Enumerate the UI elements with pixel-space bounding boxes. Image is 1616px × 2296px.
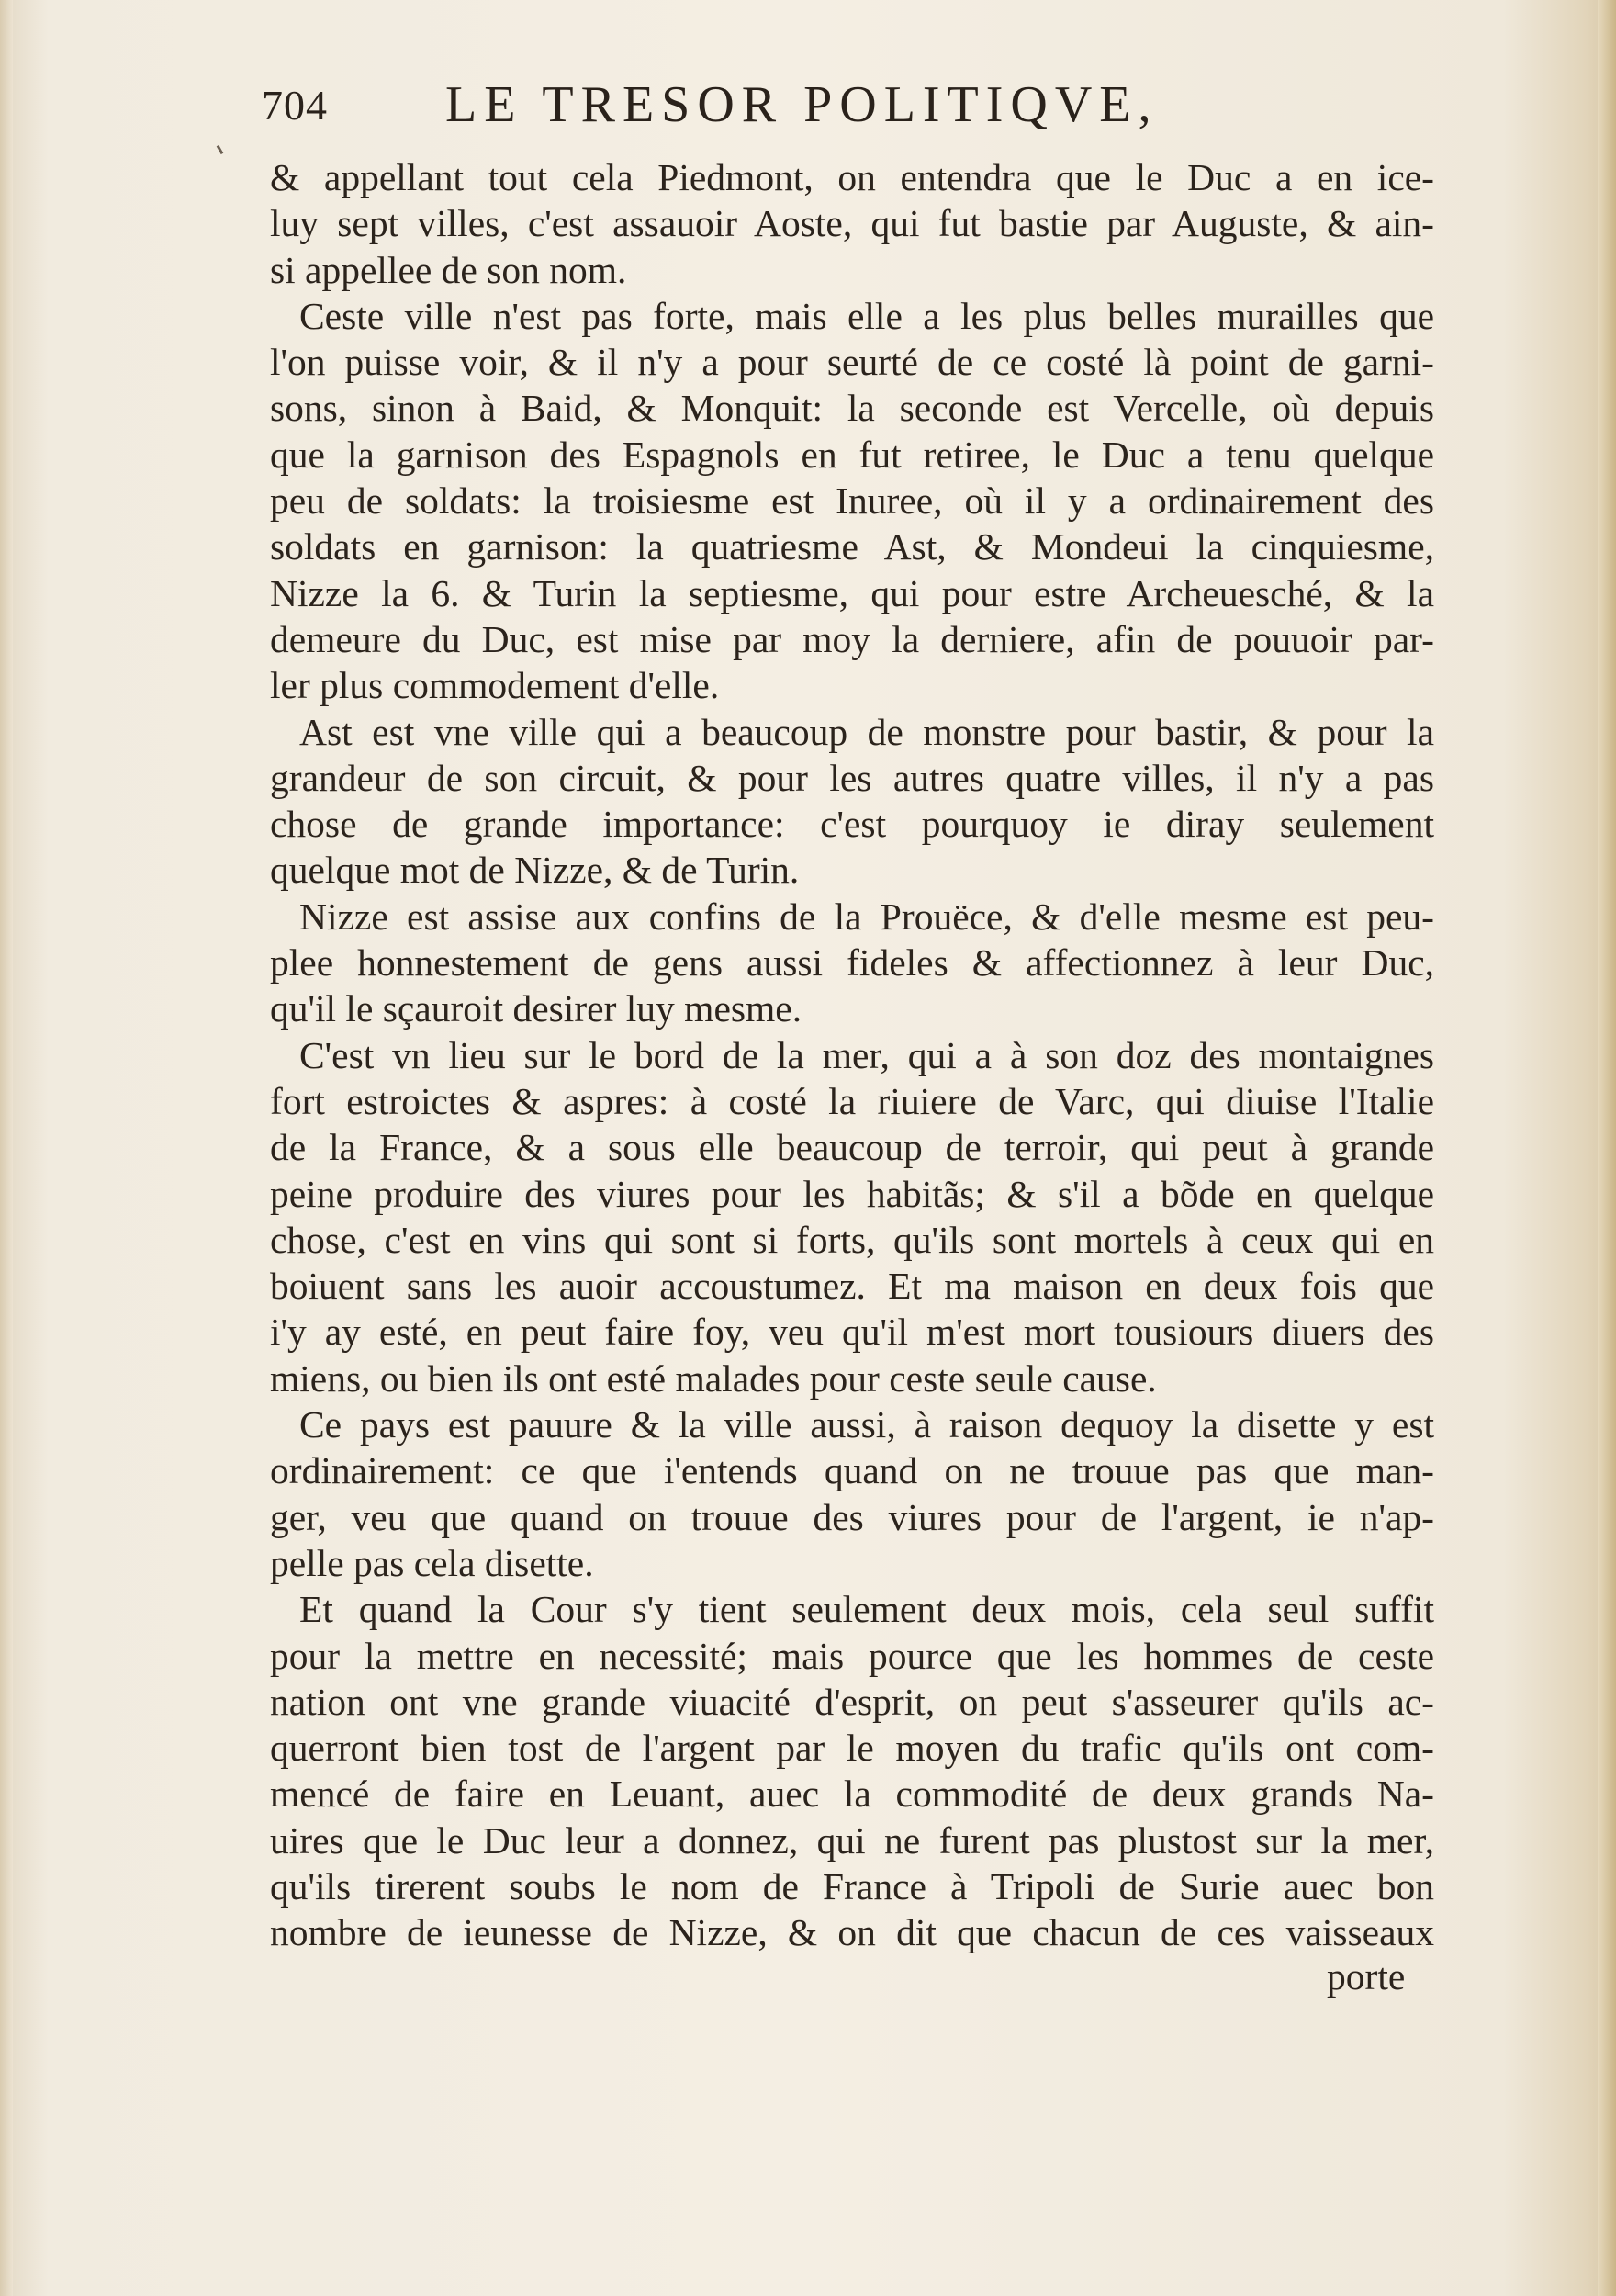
text-line: quelque mot de Nizze, & de Turin. <box>270 849 800 892</box>
text-line: soldats en garnison: la quatriesme Ast, & Mondeui la cinquiesme, <box>270 525 1434 568</box>
text-line: Ceste ville n'est pas forte, mais elle a les plus belles murailles que <box>299 294 1434 337</box>
text-line: uires que le Duc leur a donnez, qui ne furent pas plustost sur la mer, <box>270 1818 1434 1862</box>
text-line: si appellee de son nom. <box>270 248 627 291</box>
text-line: qu'il le sçauroit desirer luy mesme. <box>270 987 802 1030</box>
text-line: ger, veu que quand on trouue des viures pour de l'argent, ie n'ap- <box>270 1495 1434 1538</box>
margin-mark <box>217 145 224 154</box>
text-line: grandeur de son circuit, & pour les autres quatre villes, il n'y a pas <box>270 756 1434 799</box>
text-line: chose de grande importance: c'est pourquoy ie diray seulement <box>270 803 1434 846</box>
text-line: & appellant tout cela Piedmont, on entendra que le Duc a en ice- <box>270 156 1434 198</box>
page-edge-shadow <box>1598 0 1616 2296</box>
text-line: nation ont vne grande viuacité d'esprit, on peut s'asseurer qu'ils ac- <box>270 1680 1434 1723</box>
body-text <box>270 154 1434 1956</box>
text-line: fort estroictes & aspres: à costé la riuiere de Varc, qui diuise l'Italie <box>270 1079 1434 1122</box>
text-line: peine produire des viures pour les habitãs; & s'il a bõde en quelque <box>270 1172 1434 1215</box>
text-line: pour la mettre en necessité; mais pource que les hommes de ceste <box>270 1634 1434 1677</box>
page-gutter-shadow <box>0 0 13 2296</box>
text-line: l'on puisse voir, & il n'y a pour seurté de ce costé là point de garni- <box>270 341 1434 384</box>
text-line: querront bien tost de l'argent par le moyen du trafic qu'ils ont com- <box>270 1727 1434 1770</box>
text-line: Ast est vne ville qui a beaucoup de monstre pour bastir, & pour la <box>299 710 1434 753</box>
text-line: Nizze est assise aux confins de la Prouëce, & d'elle mesme est peu- <box>299 895 1434 938</box>
text-line: boiuent sans les auoir accoustumez. Et ma maison en deux fois que <box>270 1265 1434 1308</box>
text-line: qu'ils tirerent soubs le nom de France à Tripoli de Surie auec bon <box>270 1864 1434 1908</box>
text-line: Nizze la 6. & Turin la septiesme, qui pour estre Archeuesché, & la <box>270 571 1434 614</box>
running-title: LE TRESOR POLITIQVE, <box>445 76 1159 133</box>
text-line: sons, sinon à Baid, & Monquit: la seconde est Vercelle, où depuis <box>270 387 1434 430</box>
text-line: chose, c'est en vins qui sont si forts, qu'ils sont mortels à ceux qui en <box>270 1218 1434 1261</box>
text-line: C'est vn lieu sur le bord de la mer, qui a à son doz des montaignes <box>299 1033 1434 1076</box>
text-line: plee honnestement de gens aussi fideles & affectionnez à leur Duc, <box>270 941 1434 985</box>
catchword: porte <box>1327 1955 1406 1998</box>
text-line: demeure du Duc, est mise par moy la derniere, afin de pouuoir par- <box>270 617 1434 660</box>
page-number: 704 <box>262 82 328 129</box>
text-line: luy sept villes, c'est assauoir Aoste, qui fut bastie par Auguste, & ain- <box>270 202 1434 245</box>
page-header <box>262 75 1437 140</box>
text-line: i'y ay esté, en peut faire foy, veu qu'il m'est mort tousiours diuers des <box>270 1311 1434 1354</box>
text-line: mencé de faire en Leuant, auec la commodité de deux grands Na- <box>270 1773 1434 1816</box>
text-line: ordinairement: ce que i'entends quand on ne trouue pas que man- <box>270 1449 1434 1492</box>
text-line: ler plus commodement d'elle. <box>270 664 720 707</box>
text-line: de la France, & a sous elle beaucoup de terroir, qui peut à grande <box>270 1126 1434 1169</box>
text-line: miens, ou bien ils ont esté malades pour ceste seule cause. <box>270 1356 1157 1400</box>
text-line: Et quand la Cour s'y tient seulement deux mois, cela seul suffit <box>299 1588 1434 1631</box>
text-line: peu de soldats: la troisiesme est Inuree, où il y a ordinairement des <box>270 479 1434 523</box>
text-line: Ce pays est pauure & la ville aussi, à raison dequoy la disette y est <box>299 1403 1434 1446</box>
text-line: que la garnison des Espagnols en fut retiree, le Duc a tenu quelque <box>270 433 1434 476</box>
text-line: nombre de ieunesse de Nizze, & on dit que chacun de ces vaisseaux <box>270 1911 1434 1954</box>
text-line: pelle pas cela disette. <box>270 1541 594 1584</box>
